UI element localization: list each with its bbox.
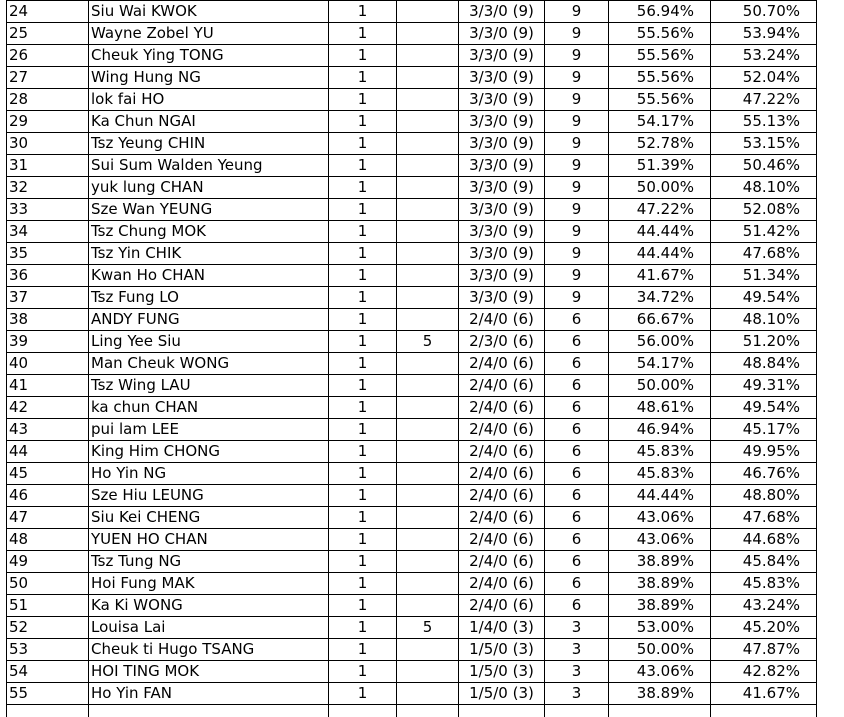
omw-percent-cell: 53.00% bbox=[609, 617, 711, 639]
omw-percent-cell: 50.00% bbox=[609, 177, 711, 199]
omw-percent-cell: 54.17% bbox=[609, 353, 711, 375]
omw-percent-cell: 47.22% bbox=[609, 199, 711, 221]
record-cell: 3/3/0 (9) bbox=[459, 265, 545, 287]
byes-cell: 5 bbox=[397, 331, 459, 353]
points-cell: 6 bbox=[545, 463, 609, 485]
rank-cell: 31 bbox=[7, 155, 89, 177]
points-cell: 6 bbox=[545, 529, 609, 551]
rounds-cell: 1 bbox=[329, 353, 397, 375]
player-name-cell: Cheuk ti Hugo TSANG bbox=[89, 639, 329, 661]
player-name-cell: Ka Chun NGAI bbox=[89, 111, 329, 133]
rounds-cell: 1 bbox=[329, 661, 397, 683]
gw-percent-cell: 44.68% bbox=[711, 529, 817, 551]
player-name-cell: Tsz Fung LO bbox=[89, 287, 329, 309]
points-cell: 6 bbox=[545, 485, 609, 507]
player-name-cell: Hoi Fung MAK bbox=[89, 573, 329, 595]
table-row bbox=[7, 573, 817, 595]
player-name-cell: Sze Hiu LEUNG bbox=[89, 485, 329, 507]
rank-cell: 37 bbox=[7, 287, 89, 309]
table-row bbox=[7, 331, 817, 353]
table-row bbox=[7, 551, 817, 573]
rounds-cell: 1 bbox=[329, 419, 397, 441]
omw-percent-cell: 44.44% bbox=[609, 243, 711, 265]
byes-cell bbox=[397, 111, 459, 133]
player-name-cell: Man Cheuk WONG bbox=[89, 353, 329, 375]
record-cell: 2/4/0 (6) bbox=[459, 463, 545, 485]
rank-cell: 35 bbox=[7, 243, 89, 265]
player-name-cell: Tsz Yeung CHIN bbox=[89, 133, 329, 155]
points-cell: 9 bbox=[545, 1, 609, 23]
rounds-cell: 1 bbox=[329, 89, 397, 111]
record-cell: 3/3/0 (9) bbox=[459, 199, 545, 221]
rank-cell: 32 bbox=[7, 177, 89, 199]
omw-percent-cell: 51.39% bbox=[609, 155, 711, 177]
record-cell: 2/4/0 (6) bbox=[459, 507, 545, 529]
rank-cell: 54 bbox=[7, 661, 89, 683]
rank-cell: 47 bbox=[7, 507, 89, 529]
table-row bbox=[7, 529, 817, 551]
record-cell: 1/5/0 (3) bbox=[459, 639, 545, 661]
omw-percent-cell: 54.17% bbox=[609, 111, 711, 133]
player-name-cell: Tsz Wing LAU bbox=[89, 375, 329, 397]
omw-percent-cell: 55.56% bbox=[609, 89, 711, 111]
points-cell: 9 bbox=[545, 243, 609, 265]
byes-cell bbox=[397, 463, 459, 485]
rounds-cell: 1 bbox=[329, 683, 397, 705]
points-cell: 6 bbox=[545, 331, 609, 353]
rank-cell: 24 bbox=[7, 1, 89, 23]
rounds-cell: 1 bbox=[329, 309, 397, 331]
omw-percent-cell: 55.56% bbox=[609, 23, 711, 45]
gw-percent-cell: 49.95% bbox=[711, 441, 817, 463]
omw-percent-cell: 43.06% bbox=[609, 661, 711, 683]
omw-percent-cell: 44.44% bbox=[609, 485, 711, 507]
player-name-cell: Wing Hung NG bbox=[89, 67, 329, 89]
player-name-cell: Louisa Lai bbox=[89, 617, 329, 639]
table-row-partial bbox=[7, 705, 817, 717]
points-cell: 3 bbox=[545, 639, 609, 661]
gw-percent-cell: 45.83% bbox=[711, 573, 817, 595]
gw-percent-cell: 47.68% bbox=[711, 243, 817, 265]
omw-percent-cell: 43.06% bbox=[609, 507, 711, 529]
rank-cell: 41 bbox=[7, 375, 89, 397]
omw-percent-cell: 50.00% bbox=[609, 375, 711, 397]
points-cell: 9 bbox=[545, 221, 609, 243]
rank-cell: 45 bbox=[7, 463, 89, 485]
record-cell: 3/3/0 (9) bbox=[459, 23, 545, 45]
rounds-cell: 1 bbox=[329, 573, 397, 595]
byes-cell bbox=[397, 639, 459, 661]
record-cell: 3/3/0 (9) bbox=[459, 67, 545, 89]
rounds-cell: 1 bbox=[329, 45, 397, 67]
table-row bbox=[7, 595, 817, 617]
table-row bbox=[7, 661, 817, 683]
points-cell: 9 bbox=[545, 199, 609, 221]
gw-percent-cell: 46.76% bbox=[711, 463, 817, 485]
omw-percent-cell: 38.89% bbox=[609, 683, 711, 705]
byes-cell bbox=[397, 265, 459, 287]
points-cell: 9 bbox=[545, 177, 609, 199]
table-row bbox=[7, 243, 817, 265]
record-cell: 2/4/0 (6) bbox=[459, 397, 545, 419]
omw-percent-cell: 38.89% bbox=[609, 595, 711, 617]
gw-percent-cell: 52.08% bbox=[711, 199, 817, 221]
rank-cell: 43 bbox=[7, 419, 89, 441]
table-row bbox=[7, 639, 817, 661]
rank-cell: 29 bbox=[7, 111, 89, 133]
points-cell: 6 bbox=[545, 507, 609, 529]
points-cell: 9 bbox=[545, 265, 609, 287]
rounds-cell: 1 bbox=[329, 243, 397, 265]
player-name-cell: pui lam LEE bbox=[89, 419, 329, 441]
table-row bbox=[7, 265, 817, 287]
rounds-cell: 1 bbox=[329, 551, 397, 573]
gw-percent-cell: 48.10% bbox=[711, 309, 817, 331]
omw-percent-cell: 38.89% bbox=[609, 551, 711, 573]
player-name-cell: Ling Yee Siu bbox=[89, 331, 329, 353]
rounds-cell: 1 bbox=[329, 1, 397, 23]
record-cell: 3/3/0 (9) bbox=[459, 243, 545, 265]
rank-cell: 34 bbox=[7, 221, 89, 243]
rounds-cell: 1 bbox=[329, 265, 397, 287]
byes-cell bbox=[397, 199, 459, 221]
omw-percent-cell: 38.89% bbox=[609, 573, 711, 595]
rounds-cell: 1 bbox=[329, 595, 397, 617]
table-row bbox=[7, 397, 817, 419]
rank-cell: 38 bbox=[7, 309, 89, 331]
byes-cell bbox=[397, 287, 459, 309]
rounds-cell: 1 bbox=[329, 133, 397, 155]
points-cell: 3 bbox=[545, 617, 609, 639]
points-cell: 6 bbox=[545, 441, 609, 463]
rank-cell: 40 bbox=[7, 353, 89, 375]
gw-percent-cell: 49.54% bbox=[711, 287, 817, 309]
rank-cell: 28 bbox=[7, 89, 89, 111]
table-row bbox=[7, 485, 817, 507]
player-name-cell: Ho Yin NG bbox=[89, 463, 329, 485]
byes-cell bbox=[397, 89, 459, 111]
table-row bbox=[7, 45, 817, 67]
rank-cell: 39 bbox=[7, 331, 89, 353]
byes-cell bbox=[397, 507, 459, 529]
rounds-cell: 1 bbox=[329, 177, 397, 199]
points-cell: 6 bbox=[545, 397, 609, 419]
gw-percent-cell: 53.15% bbox=[711, 133, 817, 155]
rank-cell: 46 bbox=[7, 485, 89, 507]
player-name-cell: Tsz Chung MOK bbox=[89, 221, 329, 243]
omw-percent-cell: 48.61% bbox=[609, 397, 711, 419]
omw-percent-cell: 66.67% bbox=[609, 309, 711, 331]
rounds-cell: 1 bbox=[329, 397, 397, 419]
gw-percent-cell: 47.87% bbox=[711, 639, 817, 661]
byes-cell bbox=[397, 177, 459, 199]
gw-percent-cell: 45.17% bbox=[711, 419, 817, 441]
byes-cell bbox=[397, 551, 459, 573]
byes-cell bbox=[397, 45, 459, 67]
rounds-cell: 1 bbox=[329, 529, 397, 551]
record-cell: 2/4/0 (6) bbox=[459, 573, 545, 595]
player-name-cell: Sui Sum Walden Yeung bbox=[89, 155, 329, 177]
record-cell: 2/4/0 (6) bbox=[459, 419, 545, 441]
rounds-cell: 1 bbox=[329, 111, 397, 133]
table-row bbox=[7, 441, 817, 463]
table-row bbox=[7, 155, 817, 177]
rank-cell: 55 bbox=[7, 683, 89, 705]
player-name-cell: Kwan Ho CHAN bbox=[89, 265, 329, 287]
record-cell: 3/3/0 (9) bbox=[459, 287, 545, 309]
gw-percent-cell: 53.24% bbox=[711, 45, 817, 67]
record-cell: 2/4/0 (6) bbox=[459, 375, 545, 397]
table-row bbox=[7, 419, 817, 441]
byes-cell bbox=[397, 243, 459, 265]
gw-percent-cell: 45.20% bbox=[711, 617, 817, 639]
omw-percent-cell: 50.00% bbox=[609, 639, 711, 661]
gw-percent-cell: 51.42% bbox=[711, 221, 817, 243]
rounds-cell: 1 bbox=[329, 463, 397, 485]
table-row bbox=[7, 133, 817, 155]
points-cell: 6 bbox=[545, 309, 609, 331]
byes-cell bbox=[397, 573, 459, 595]
points-cell: 9 bbox=[545, 23, 609, 45]
rounds-cell: 1 bbox=[329, 375, 397, 397]
gw-percent-cell: 41.67% bbox=[711, 683, 817, 705]
player-name-cell: ANDY FUNG bbox=[89, 309, 329, 331]
byes-cell bbox=[397, 441, 459, 463]
byes-cell bbox=[397, 375, 459, 397]
byes-cell bbox=[397, 155, 459, 177]
points-cell: 6 bbox=[545, 551, 609, 573]
rounds-cell: 1 bbox=[329, 155, 397, 177]
record-cell: 3/3/0 (9) bbox=[459, 155, 545, 177]
player-name-cell: ka chun CHAN bbox=[89, 397, 329, 419]
table-row bbox=[7, 177, 817, 199]
omw-percent-cell: 55.56% bbox=[609, 45, 711, 67]
byes-cell: 5 bbox=[397, 617, 459, 639]
byes-cell bbox=[397, 67, 459, 89]
gw-percent-cell: 49.31% bbox=[711, 375, 817, 397]
rank-cell: 27 bbox=[7, 67, 89, 89]
omw-percent-cell: 56.94% bbox=[609, 1, 711, 23]
player-name-cell: Wayne Zobel YU bbox=[89, 23, 329, 45]
player-name-cell: Tsz Yin CHIK bbox=[89, 243, 329, 265]
byes-cell bbox=[397, 419, 459, 441]
rounds-cell: 1 bbox=[329, 221, 397, 243]
points-cell: 9 bbox=[545, 155, 609, 177]
gw-percent-cell: 47.68% bbox=[711, 507, 817, 529]
table-row bbox=[7, 89, 817, 111]
player-name-cell: HOI TING MOK bbox=[89, 661, 329, 683]
rank-cell: 50 bbox=[7, 573, 89, 595]
rank-cell: 30 bbox=[7, 133, 89, 155]
points-cell: 9 bbox=[545, 89, 609, 111]
rank-cell: 44 bbox=[7, 441, 89, 463]
gw-percent-cell: 50.70% bbox=[711, 1, 817, 23]
gw-percent-cell: 49.54% bbox=[711, 397, 817, 419]
table-row bbox=[7, 23, 817, 45]
player-name-cell: Sze Wan YEUNG bbox=[89, 199, 329, 221]
byes-cell bbox=[397, 485, 459, 507]
table-row bbox=[7, 507, 817, 529]
rank-cell: 25 bbox=[7, 23, 89, 45]
rank-cell: 51 bbox=[7, 595, 89, 617]
rank-cell: 36 bbox=[7, 265, 89, 287]
record-cell: 2/4/0 (6) bbox=[459, 309, 545, 331]
record-cell: 1/5/0 (3) bbox=[459, 661, 545, 683]
points-cell: 6 bbox=[545, 353, 609, 375]
record-cell: 2/4/0 (6) bbox=[459, 485, 545, 507]
table-row bbox=[7, 375, 817, 397]
omw-percent-cell: 46.94% bbox=[609, 419, 711, 441]
gw-percent-cell: 55.13% bbox=[711, 111, 817, 133]
player-name-cell: Siu Kei CHENG bbox=[89, 507, 329, 529]
player-name-cell: Siu Wai KWOK bbox=[89, 1, 329, 23]
table-row bbox=[7, 199, 817, 221]
record-cell: 2/4/0 (6) bbox=[459, 353, 545, 375]
record-cell: 3/3/0 (9) bbox=[459, 177, 545, 199]
record-cell: 2/4/0 (6) bbox=[459, 595, 545, 617]
table-row bbox=[7, 463, 817, 485]
record-cell: 3/3/0 (9) bbox=[459, 1, 545, 23]
table-row bbox=[7, 617, 817, 639]
gw-percent-cell: 45.84% bbox=[711, 551, 817, 573]
gw-percent-cell: 50.46% bbox=[711, 155, 817, 177]
record-cell: 1/4/0 (3) bbox=[459, 617, 545, 639]
points-cell: 9 bbox=[545, 287, 609, 309]
record-cell: 2/4/0 (6) bbox=[459, 551, 545, 573]
rounds-cell: 1 bbox=[329, 617, 397, 639]
byes-cell bbox=[397, 353, 459, 375]
gw-percent-cell: 51.34% bbox=[711, 265, 817, 287]
points-cell: 9 bbox=[545, 111, 609, 133]
record-cell: 3/3/0 (9) bbox=[459, 89, 545, 111]
omw-percent-cell: 45.83% bbox=[609, 463, 711, 485]
table-row bbox=[7, 1, 817, 23]
rank-cell: 26 bbox=[7, 45, 89, 67]
standings-table bbox=[6, 0, 817, 717]
rank-cell: 53 bbox=[7, 639, 89, 661]
gw-percent-cell: 51.20% bbox=[711, 331, 817, 353]
points-cell: 3 bbox=[545, 661, 609, 683]
omw-percent-cell: 41.67% bbox=[609, 265, 711, 287]
rounds-cell: 1 bbox=[329, 639, 397, 661]
rank-cell: 49 bbox=[7, 551, 89, 573]
byes-cell bbox=[397, 683, 459, 705]
rank-cell: 33 bbox=[7, 199, 89, 221]
points-cell: 9 bbox=[545, 45, 609, 67]
record-cell: 2/4/0 (6) bbox=[459, 441, 545, 463]
player-name-cell: Ka Ki WONG bbox=[89, 595, 329, 617]
record-cell: 3/3/0 (9) bbox=[459, 111, 545, 133]
omw-percent-cell: 56.00% bbox=[609, 331, 711, 353]
byes-cell bbox=[397, 309, 459, 331]
omw-percent-cell: 52.78% bbox=[609, 133, 711, 155]
rounds-cell: 1 bbox=[329, 441, 397, 463]
gw-percent-cell: 42.82% bbox=[711, 661, 817, 683]
rounds-cell: 1 bbox=[329, 287, 397, 309]
record-cell: 3/3/0 (9) bbox=[459, 221, 545, 243]
gw-percent-cell: 48.80% bbox=[711, 485, 817, 507]
player-name-cell: lok fai HO bbox=[89, 89, 329, 111]
byes-cell bbox=[397, 595, 459, 617]
byes-cell bbox=[397, 661, 459, 683]
table-row bbox=[7, 287, 817, 309]
player-name-cell: Ho Yin FAN bbox=[89, 683, 329, 705]
table-row bbox=[7, 353, 817, 375]
omw-percent-cell: 44.44% bbox=[609, 221, 711, 243]
omw-percent-cell: 43.06% bbox=[609, 529, 711, 551]
rank-cell: 42 bbox=[7, 397, 89, 419]
byes-cell bbox=[397, 23, 459, 45]
player-name-cell: King Him CHONG bbox=[89, 441, 329, 463]
byes-cell bbox=[397, 133, 459, 155]
rounds-cell: 1 bbox=[329, 507, 397, 529]
record-cell: 3/3/0 (9) bbox=[459, 45, 545, 67]
table-row bbox=[7, 221, 817, 243]
record-cell: 2/3/0 (6) bbox=[459, 331, 545, 353]
gw-percent-cell: 48.84% bbox=[711, 353, 817, 375]
points-cell: 6 bbox=[545, 419, 609, 441]
points-cell: 3 bbox=[545, 683, 609, 705]
rounds-cell: 1 bbox=[329, 67, 397, 89]
gw-percent-cell: 43.24% bbox=[711, 595, 817, 617]
byes-cell bbox=[397, 221, 459, 243]
rounds-cell: 1 bbox=[329, 199, 397, 221]
gw-percent-cell: 48.10% bbox=[711, 177, 817, 199]
points-cell: 6 bbox=[545, 595, 609, 617]
omw-percent-cell: 34.72% bbox=[609, 287, 711, 309]
rounds-cell: 1 bbox=[329, 485, 397, 507]
points-cell: 6 bbox=[545, 573, 609, 595]
omw-percent-cell: 55.56% bbox=[609, 67, 711, 89]
omw-percent-cell: 45.83% bbox=[609, 441, 711, 463]
points-cell: 6 bbox=[545, 375, 609, 397]
byes-cell bbox=[397, 397, 459, 419]
record-cell: 2/4/0 (6) bbox=[459, 529, 545, 551]
gw-percent-cell: 52.04% bbox=[711, 67, 817, 89]
gw-percent-cell: 47.22% bbox=[711, 89, 817, 111]
table-row bbox=[7, 67, 817, 89]
table-row bbox=[7, 309, 817, 331]
player-name-cell: yuk lung CHAN bbox=[89, 177, 329, 199]
table-row bbox=[7, 111, 817, 133]
rank-cell: 52 bbox=[7, 617, 89, 639]
table-row bbox=[7, 683, 817, 705]
byes-cell bbox=[397, 1, 459, 23]
player-name-cell: YUEN HO CHAN bbox=[89, 529, 329, 551]
record-cell: 3/3/0 (9) bbox=[459, 133, 545, 155]
player-name-cell: Cheuk Ying TONG bbox=[89, 45, 329, 67]
byes-cell bbox=[397, 529, 459, 551]
points-cell: 9 bbox=[545, 67, 609, 89]
rank-cell: 48 bbox=[7, 529, 89, 551]
player-name-cell: Tsz Tung NG bbox=[89, 551, 329, 573]
rounds-cell: 1 bbox=[329, 331, 397, 353]
points-cell: 9 bbox=[545, 133, 609, 155]
gw-percent-cell: 53.94% bbox=[711, 23, 817, 45]
rounds-cell: 1 bbox=[329, 23, 397, 45]
record-cell: 1/5/0 (3) bbox=[459, 683, 545, 705]
